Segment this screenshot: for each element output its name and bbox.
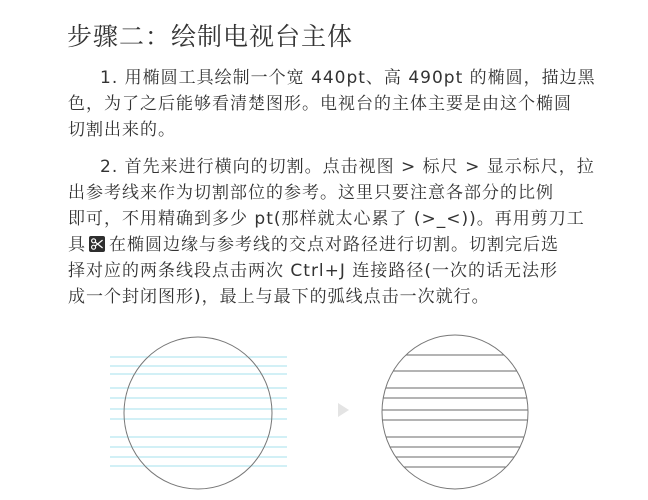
step-2-line: 2. 首先来进行横向的切割。点击视图 > 标尺 > 显示标尺，拉 [100,157,595,177]
ellipse-with-guide-lines [110,337,287,489]
ellipse-outline [382,335,528,489]
illustration [0,330,648,500]
step-2-line: 择对应的两条线段点击两次 Ctrl+J 连接路径(一次的话无法形 [68,261,558,281]
scissors-icon [89,236,105,252]
step-1-line: 色，为了之后能够看清楚图形。电视台的主体主要是由这个椭圆 [68,94,572,114]
step-2-line: 成一个封闭图形)，最上与最下的弧线点击一次就行。 [68,287,490,307]
step-1-paragraph [68,65,628,143]
step-2-line: 出参考线来作为切割部位的参考。这里只要注意各部分的比例 [68,183,554,203]
ellipse-cut-into-strips [382,335,528,489]
step-2-text-before-icon: 具 [68,235,86,255]
page-title: 步骤二：绘制电视台主体 [67,22,354,51]
step-1-line: 1. 用椭圆工具绘制一个宽 440pt、高 490pt 的椭圆，描边黑 [100,68,596,88]
step-2-text-after-icon: 在椭圆边缘与参考线的交点对路径进行切割。切割完后选 [109,235,559,255]
step-1-line: 切割出来的。 [68,120,176,140]
step-2-line-with-icon [68,232,628,258]
step-2-paragraph [68,154,628,310]
arrow-right-icon [338,403,349,417]
step-2-line: 即可，不用精确到多少 pt(那样就太心累了 (>_<))。再用剪刀工 [68,209,585,229]
